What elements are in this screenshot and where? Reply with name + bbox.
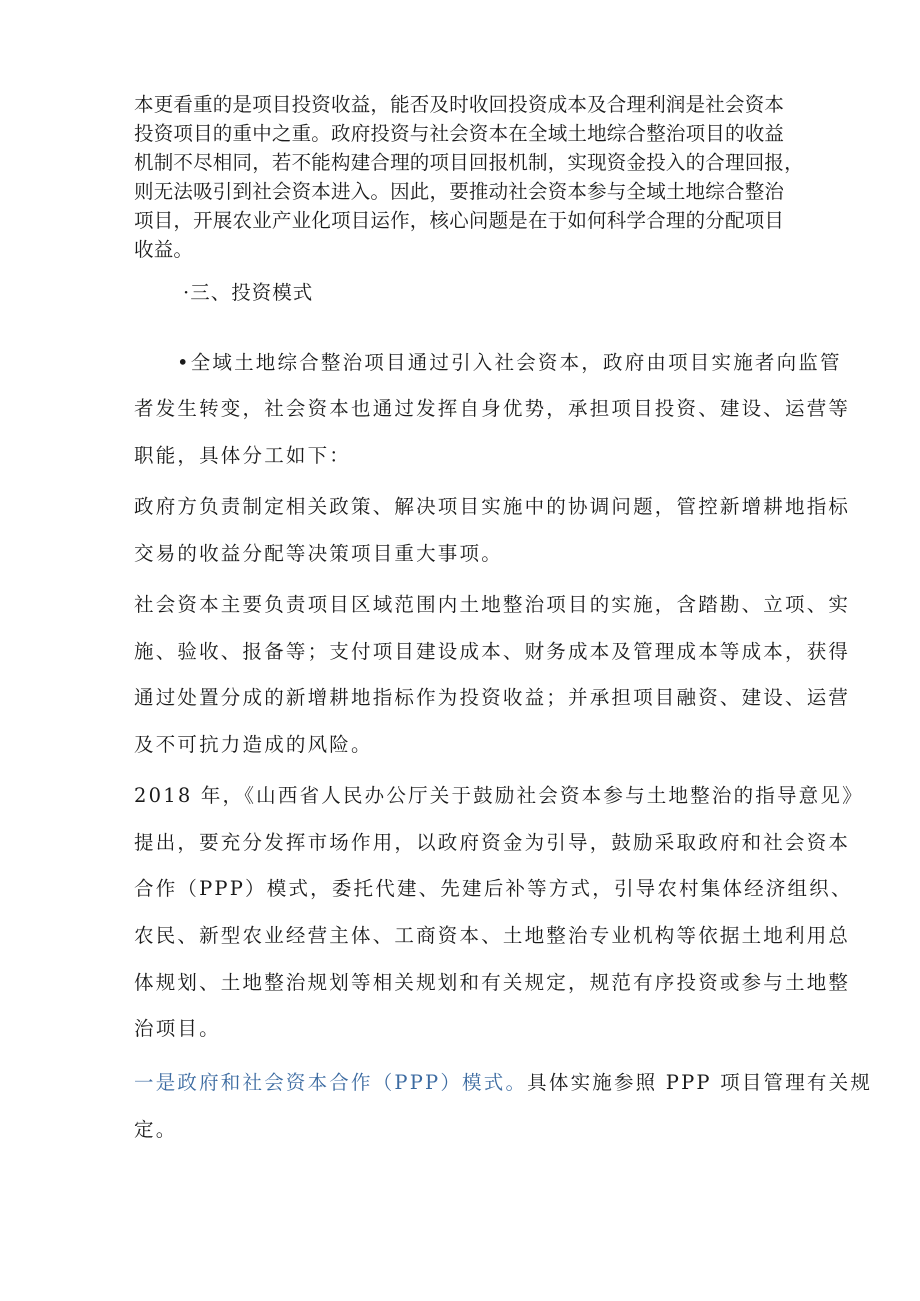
paragraph-line: 体规划、土地整治规划等相关规划和有关规定，规范有序投资或参与土地整 xyxy=(134,971,851,994)
paragraph-line: 通过处置分成的新增耕地指标作为投资收益；并承担项目融资、建设、运营 xyxy=(134,686,851,709)
paragraph-line: 交易的收益分配等决策项目重大事项。 xyxy=(134,542,503,565)
paragraph-line: 社会资本主要负责项目区域范围内土地整治项目的实施，含踏勘、立项、实 xyxy=(134,593,851,616)
paragraph-line: 投资项目的重中之重。政府投资与社会资本在全域土地综合整治项目的收益 xyxy=(134,122,785,145)
paragraph-line: 机制不尽相同，若不能构建合理的项目回报机制，实现资金投入的合理回报， xyxy=(134,151,804,174)
paragraph-line xyxy=(134,1071,872,1095)
paragraph-line: 则无法吸引到社会资本进入。因此，要推动社会资本参与全域土地综合整治 xyxy=(134,180,785,203)
paragraph-line: 项目，开展农业产业化项目运作，核心问题是在于如何科学合理的分配项目 xyxy=(134,209,785,232)
paragraph-line: 职能，具体分工如下： xyxy=(134,444,352,467)
paragraph-line: •全域土地综合整治项目通过引入社会资本，政府由项目实施者向监管 xyxy=(177,351,842,374)
paragraph-line: 定。 xyxy=(134,1118,178,1141)
paragraph-line: 本更看重的是项目投资收益，能否及时收回投资成本及合理利润是社会资本 xyxy=(134,93,785,116)
paragraph-line: 农民、新型农业经营主体、工商资本、土地整治专业机构等依据土地利用总 xyxy=(134,924,851,947)
paragraph-line: 治项目。 xyxy=(134,1017,221,1040)
paragraph-line: 2018 年，《山西省人民办公厅关于鼓励社会资本参与土地整治的指导意见》 xyxy=(134,784,864,807)
paragraph-line: 合作（PPP）模式，委托代建、先建后补等方式，引导农村集体经济组织、 xyxy=(134,877,853,900)
paragraph-line: 提出，要充分发挥市场作用，以政府资金为引导，鼓励采取政府和社会资本 xyxy=(134,831,851,854)
paragraph-line: 施、验收、报备等；支付项目建设成本、财务成本及管理成本等成本，获得 xyxy=(134,640,851,663)
paragraph-line: 政府方负责制定相关政策、解决项目实施中的协调问题，管控新增耕地指标 xyxy=(134,495,851,518)
paragraph-text: 具体实施参照 PPP 项目管理有关规 xyxy=(527,1071,873,1094)
paragraph-line: 者发生转变，社会资本也通过发挥自身优势，承担项目投资、建设、运营等 xyxy=(134,397,851,420)
paragraph-line: 收益。 xyxy=(134,238,194,261)
section-heading: ·三、投资模式 xyxy=(183,281,314,304)
highlighted-lead-text: 一是政府和社会资本合作（PPP）模式。 xyxy=(134,1071,528,1094)
paragraph-line: 及不可抗力造成的风险。 xyxy=(134,733,373,756)
